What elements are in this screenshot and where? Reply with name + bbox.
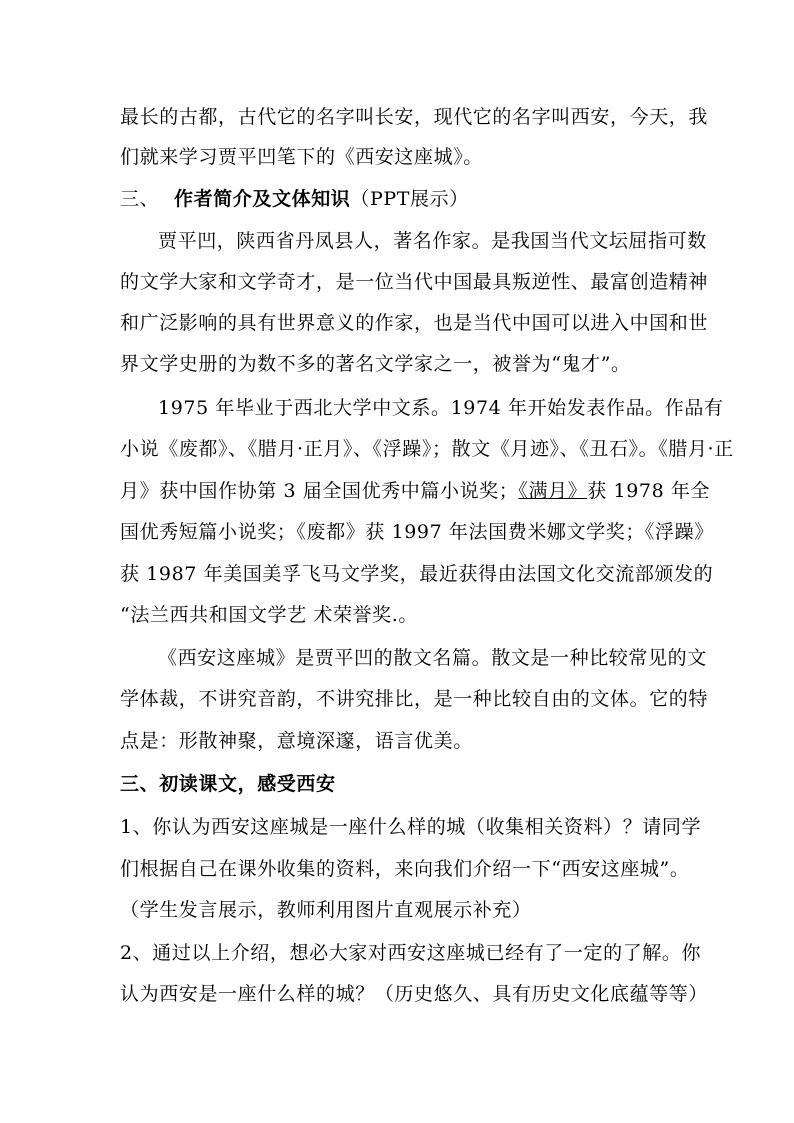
genre-paragraph-line: 学体裁，不讲究音韵，不讲究排比，是一种比较自由的文体。它的特 — [120, 688, 709, 710]
works-paragraph-line: “法兰西共和国文学艺 术荣誉奖.。 — [120, 604, 418, 626]
section-heading-author — [120, 188, 469, 210]
intro-line: 们就来学习贾平凹笔下的《西安这座城》。 — [120, 146, 483, 168]
genre-paragraph-line: 点是：形散神聚，意境深邃，语言优美。 — [120, 730, 473, 752]
underlined-title: 《满月》 — [518, 480, 588, 502]
author-paragraph-line: 贾平凹，陕西省丹凤县人，著名作家。是我国当代文坛屈指可数 — [158, 230, 707, 252]
question-line: 1、你认为西安这座城是一座什么样的城（收集相关资料）？请同学 — [120, 816, 702, 838]
works-paragraph-line: 获 1987 年美国美孚飞马文学奖，最近获得由法国文化交流部颁发的 — [120, 563, 714, 585]
intro-line: 最长的古都，古代它的名字叫长安，现代它的名字叫西安，今天，我 — [120, 106, 709, 128]
works-paragraph-line: 国优秀短篇小说奖；《废都》获 1997 年法国费米娜文学奖；《浮躁》 — [120, 521, 714, 543]
section-heading-reading: 三、初读课文，感受西安 — [120, 773, 336, 795]
question-line: 2、通过以上介绍，想必大家对西安这座城已经有了一定的了解。你 — [120, 942, 702, 964]
author-paragraph-line: 界文学史册的为数不多的著名文学家之一，被誉为“鬼才”。 — [120, 353, 631, 375]
works-text: 获 1978 年全 — [587, 480, 711, 502]
section-title: 作者简介及文体知识 — [174, 188, 351, 210]
works-paragraph-line: 小说《废都》、《腊月·正月》、《浮躁》；散文《月迹》、《丑石》。《腊月·正 — [120, 438, 734, 460]
section-note: （PPT展示） — [350, 188, 469, 210]
author-paragraph-line: 的文学大家和文学奇才，是一位当代中国最具叛逆性、最富创造精神 — [120, 271, 709, 293]
question-line: 们根据自己在课外收集的资料，来向我们介绍一下“西安这座城”。 — [120, 858, 690, 880]
works-paragraph-line — [120, 480, 710, 502]
question-line: （学生发言展示，教师利用图片直观展示补充） — [120, 899, 532, 921]
works-paragraph-line: 1975 年毕业于西北大学中文系。1974 年开始发表作品。作品有 — [158, 397, 724, 419]
question-line: 认为西安是一座什么样的城？（历史悠久、具有历史文化底蕴等等） — [120, 983, 709, 1005]
author-paragraph-line: 和广泛影响的具有世界意义的作家，也是当代中国可以进入中国和世 — [120, 312, 709, 334]
section-number: 三、 — [120, 188, 160, 210]
works-text: 月》获中国作协第 3 届全国优秀中篇小说奖； — [120, 480, 519, 502]
genre-paragraph-line: 《西安这座城》是贾平凹的散文名篇。散文是一种比较常见的文 — [158, 647, 707, 669]
